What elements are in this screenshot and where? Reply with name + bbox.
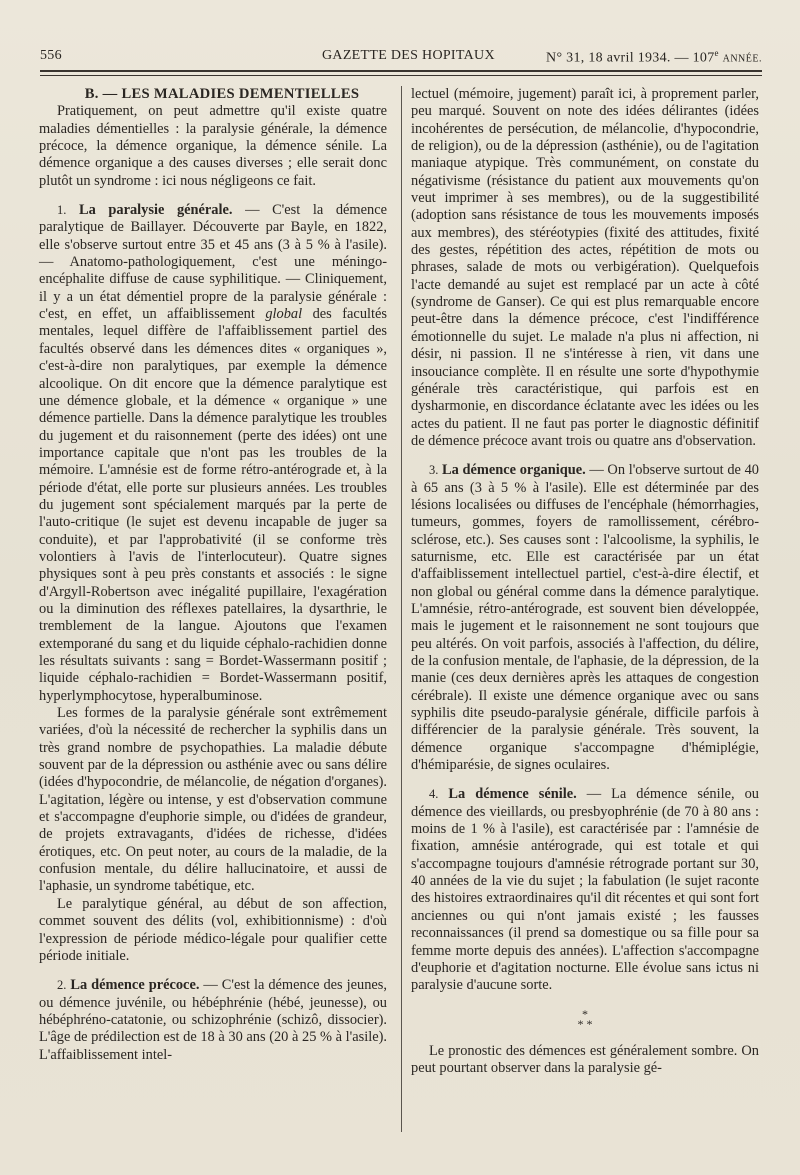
asterism-top: * <box>582 1006 588 1021</box>
demence-senile-paragraph <box>411 786 759 994</box>
intro-paragraph: Pratiquement, on peut admettre qu'il existe quatre maladies démentielles : la paralysie générale, la démence précoce, la démence organique, la démence sénile. La démence organique a des causes diverses ; elle serait donc plutôt un syndrome : ici nous négligeons ce fait. <box>39 103 387 189</box>
item-text: — La démence sénile, ou démence des vieillards, ou presbyophrénie (de 70 à 80 ans : moins de 1 % à l'asile), est caractérisée par : l'amnésie de fixation, amnésie antérograde, qui est totale et qui s'accompagne toujours d'amnésie rétrograde portant sur 30, 40 années de la vie du sujet ; la fabulation (le sujet raconte des histoires extraordinaires qu'il dit récentes et qui sont fort anciennes ou qui n'ont jamais existé ; les fausses reconnaissances (il prend sa domestique ou sa fille pour sa femme morte depuis des années). L'affection s'accompagne d'euphorie et d'agitation nocturne. Elle évolue sans ictus ni paralysie d'aucune sorte. <box>411 786 759 994</box>
item-number: 3. <box>429 463 439 478</box>
issue-main: N° 31, 18 avril 1934. — 107 <box>546 50 715 66</box>
issue-info <box>546 48 762 67</box>
column-divider <box>401 86 402 1132</box>
formes-paragraph: Les formes de la paralysie générale sont extrêmement variées, d'où la nécessité de rechercher la syphilis dans un très grand nombre de psychopathies. La maladie débute souvent par de la dépression ou asthénie avec ou sans délire (idées d'hypocondrie, de mélancolie, de négation d'organes). L'agitation, légère ou intense, y est d'observation commune et s'accompagne d'euphorie simple, ou d'idées de grandeur, de projets extravagants, d'idées de richesse, d'idées érotiques, etc. On peut noter, au cours de la maladie, de la confusion mentale, du délire hallucinatoire, et aussi de l'aphasie, un syndrome tabétique, etc. <box>39 705 387 895</box>
left-column <box>39 86 387 1064</box>
header-rule-thin <box>40 75 762 76</box>
demence-precoce-paragraph <box>39 977 387 1064</box>
page-number: 556 <box>40 48 62 63</box>
item-heading: La démence organique. <box>442 462 586 479</box>
header-rule-thick <box>40 70 762 72</box>
demence-organique-paragraph <box>411 462 759 774</box>
paralysie-generale-paragraph <box>39 202 387 705</box>
item-text: — On l'observe surtout de 40 à 65 ans (3 à 5 % à l'asile). Elle est déterminée par des lésions localisées ou diffuses de l'encéphale (hémorrhagies, tumeurs, gommes, foyers de ramollissement, cérébro-sclérose, etc.). Ses causes sont : l'alcoolisme, la syphilis, le saturnisme, etc. Elle est caractérisée par un état d'affaiblissement intellectuel partiel, c'est-à-dire électif, et non global ou général comme dans la démence paralytique. L'amnésie, rétro-antérograde, est souvent bien développée, mais le jugement et le raisonnement ne sont toujours que peu altérés. On voit parfois, associés à l'affection, du délire, de la confusion mentale, de l'aphasie, de la dépression, de la manie (ces deux dernières après les attaques de congestion cérébrale). Il existe une démence organique avec ou sans syphilis dite pseudo-paralysie générale, difficile parfois à différencier de la paralysie générale. Très souvent, la démence organique s'accompagne d'hémiplégie, d'hémiparésie, de signes oculaires. <box>411 462 759 774</box>
asterism-separator <box>411 1006 759 1031</box>
periode-medico-legale-paragraph: Le paralytique général, au début de son affection, commet souvent des délits (vol, exhibitionnisme) : d'où l'expression de période médico-légale pour qualifier cette période initiale. <box>39 895 387 964</box>
page-header <box>40 48 762 68</box>
item-number: 2. <box>57 978 67 993</box>
italic-word: global <box>265 306 303 323</box>
item-number: 1. <box>57 203 67 218</box>
item-text: — C'est la démence paralytique de Baillayer. Découverte par Bayle, en 1822, elle s'observe surtout entre 35 et 45 ans (3 à 5 % à l'asile). — Anatomo-pathologiquement, c'est une méningo-encéphalite diffuse de cause syphilitique. — Cliniquement, il y a un état démentiel propre de la paralysie générale : c'est, en effet, un affaiblissement <box>39 202 387 323</box>
pronostic-paragraph: Le pronostic des démences est généralement sombre. On peut pourtant observer dans la paralysie gé- <box>411 1042 759 1076</box>
demence-precoce-continued: lectuel (mémoire, jugement) paraît ici, à proprement parler, peu marqué. Souvent on note des idées délirantes (idées incohérentes de persécution, de mélancolie, d'hypocondrie, de religion), ou de la dépression (asthénie), ou de l'agitation maniaque atypique. Très communément, on constate du négativisme (résistance du patient aux mouvements qu'on veut imprimer à ses membres), ou de la suggestibilité (adoption sans résistance de tous les mouvements imposés aux membres), des stéréotypies (fixité des attitudes, fixité des gestes, répétition des actes, répétition de mots ou phrases, salade de mots ou verbigération). Quelquefois l'acte demandé au sujet est remplacé par un acte à côté (syndrome de Ganser). Ce qui est plus remarquable encore peut-être dans la démence précoce, c'est l'indifférence émotionnelle du sujet. Le malade n'a plus ni affection, ni désir, ni passion. Il ne s'intéresse à rien, vit dans une insouciance complète. Il en résulte une sorte d'hypothymie générale très caractéristique, qui parfois est en dysharmonie, en discordance éclatante avec les idées ou les actes du patient. Il ne faut pas porter le diagnostic définitif de démence précoce avant trois ou quatre ans d'observation. <box>411 86 759 449</box>
item-heading: La démence précoce. <box>70 977 200 994</box>
issue-sup: e <box>714 48 719 58</box>
section-title: B. — LES MALADIES DEMENTIELLES <box>84 86 360 102</box>
item-number: 4. <box>429 787 439 802</box>
item-text: — C'est la démence des jeunes, ou démence juvénile, ou hébéphrénie (hébé, jeunesse), ou hébéphréno-catatonie, ou schizophrénie (schizô, dissocier). L'âge de prédilection est de 18 à 30 ans (20 à 25 % à l'asile). L'affaiblissement intel- <box>39 977 388 1063</box>
item-heading: La démence sénile. <box>448 786 577 803</box>
journal-title: GAZETTE DES HOPITAUX <box>322 48 495 63</box>
issue-tail: ANNÉE. <box>722 53 762 65</box>
right-column <box>411 86 759 1077</box>
item-heading: La paralysie générale. <box>78 202 233 219</box>
item-text-cont: des facultés mentales, lequel diffère de l'affaiblissement partiel des facultés observé dans les démences dites « organiques », c'est-à-dire non paralytiques, par exemple la démence alcoolique. On dit encore que la démence paralytique est une démence globale, et la démence « organique » une démence partielle. Dans la démence paralytique les troubles du jugement et du raisonnement (perte des idées) ont une importance capitale que n'ont pas les troubles de la mémoire. L'amnésie est de forme rétro-antérograde et, à la période d'état, elle porte sur plusieurs années. Les troubles du jugement sont spécialement marqués par la perte de l'auto-critique (le sujet est devenu incapable de juger sa conduite), et par l'approbativité (il se conforme très volontiers à l'avis de l'interlocuteur). Quatre signes physiques sont à peu près constants et associés : le signe d'Argyll-Robertson avec inégalité pupillaire, l'exagération ou la diminution des réflexes patellaires, la dysarthrie, le tremblement de la langue. Ajoutons que l'examen extemporané du sang et du liquide céphalo-rachidien donne les résultats suivants : sang = Bordet-Wassermann positif ; liquide céphalo-rachidien = Bordet-Wassermann positif, hyperlymphocytose, hyperalbuminose. <box>39 306 387 704</box>
asterism-bottom: * * <box>577 1016 593 1031</box>
